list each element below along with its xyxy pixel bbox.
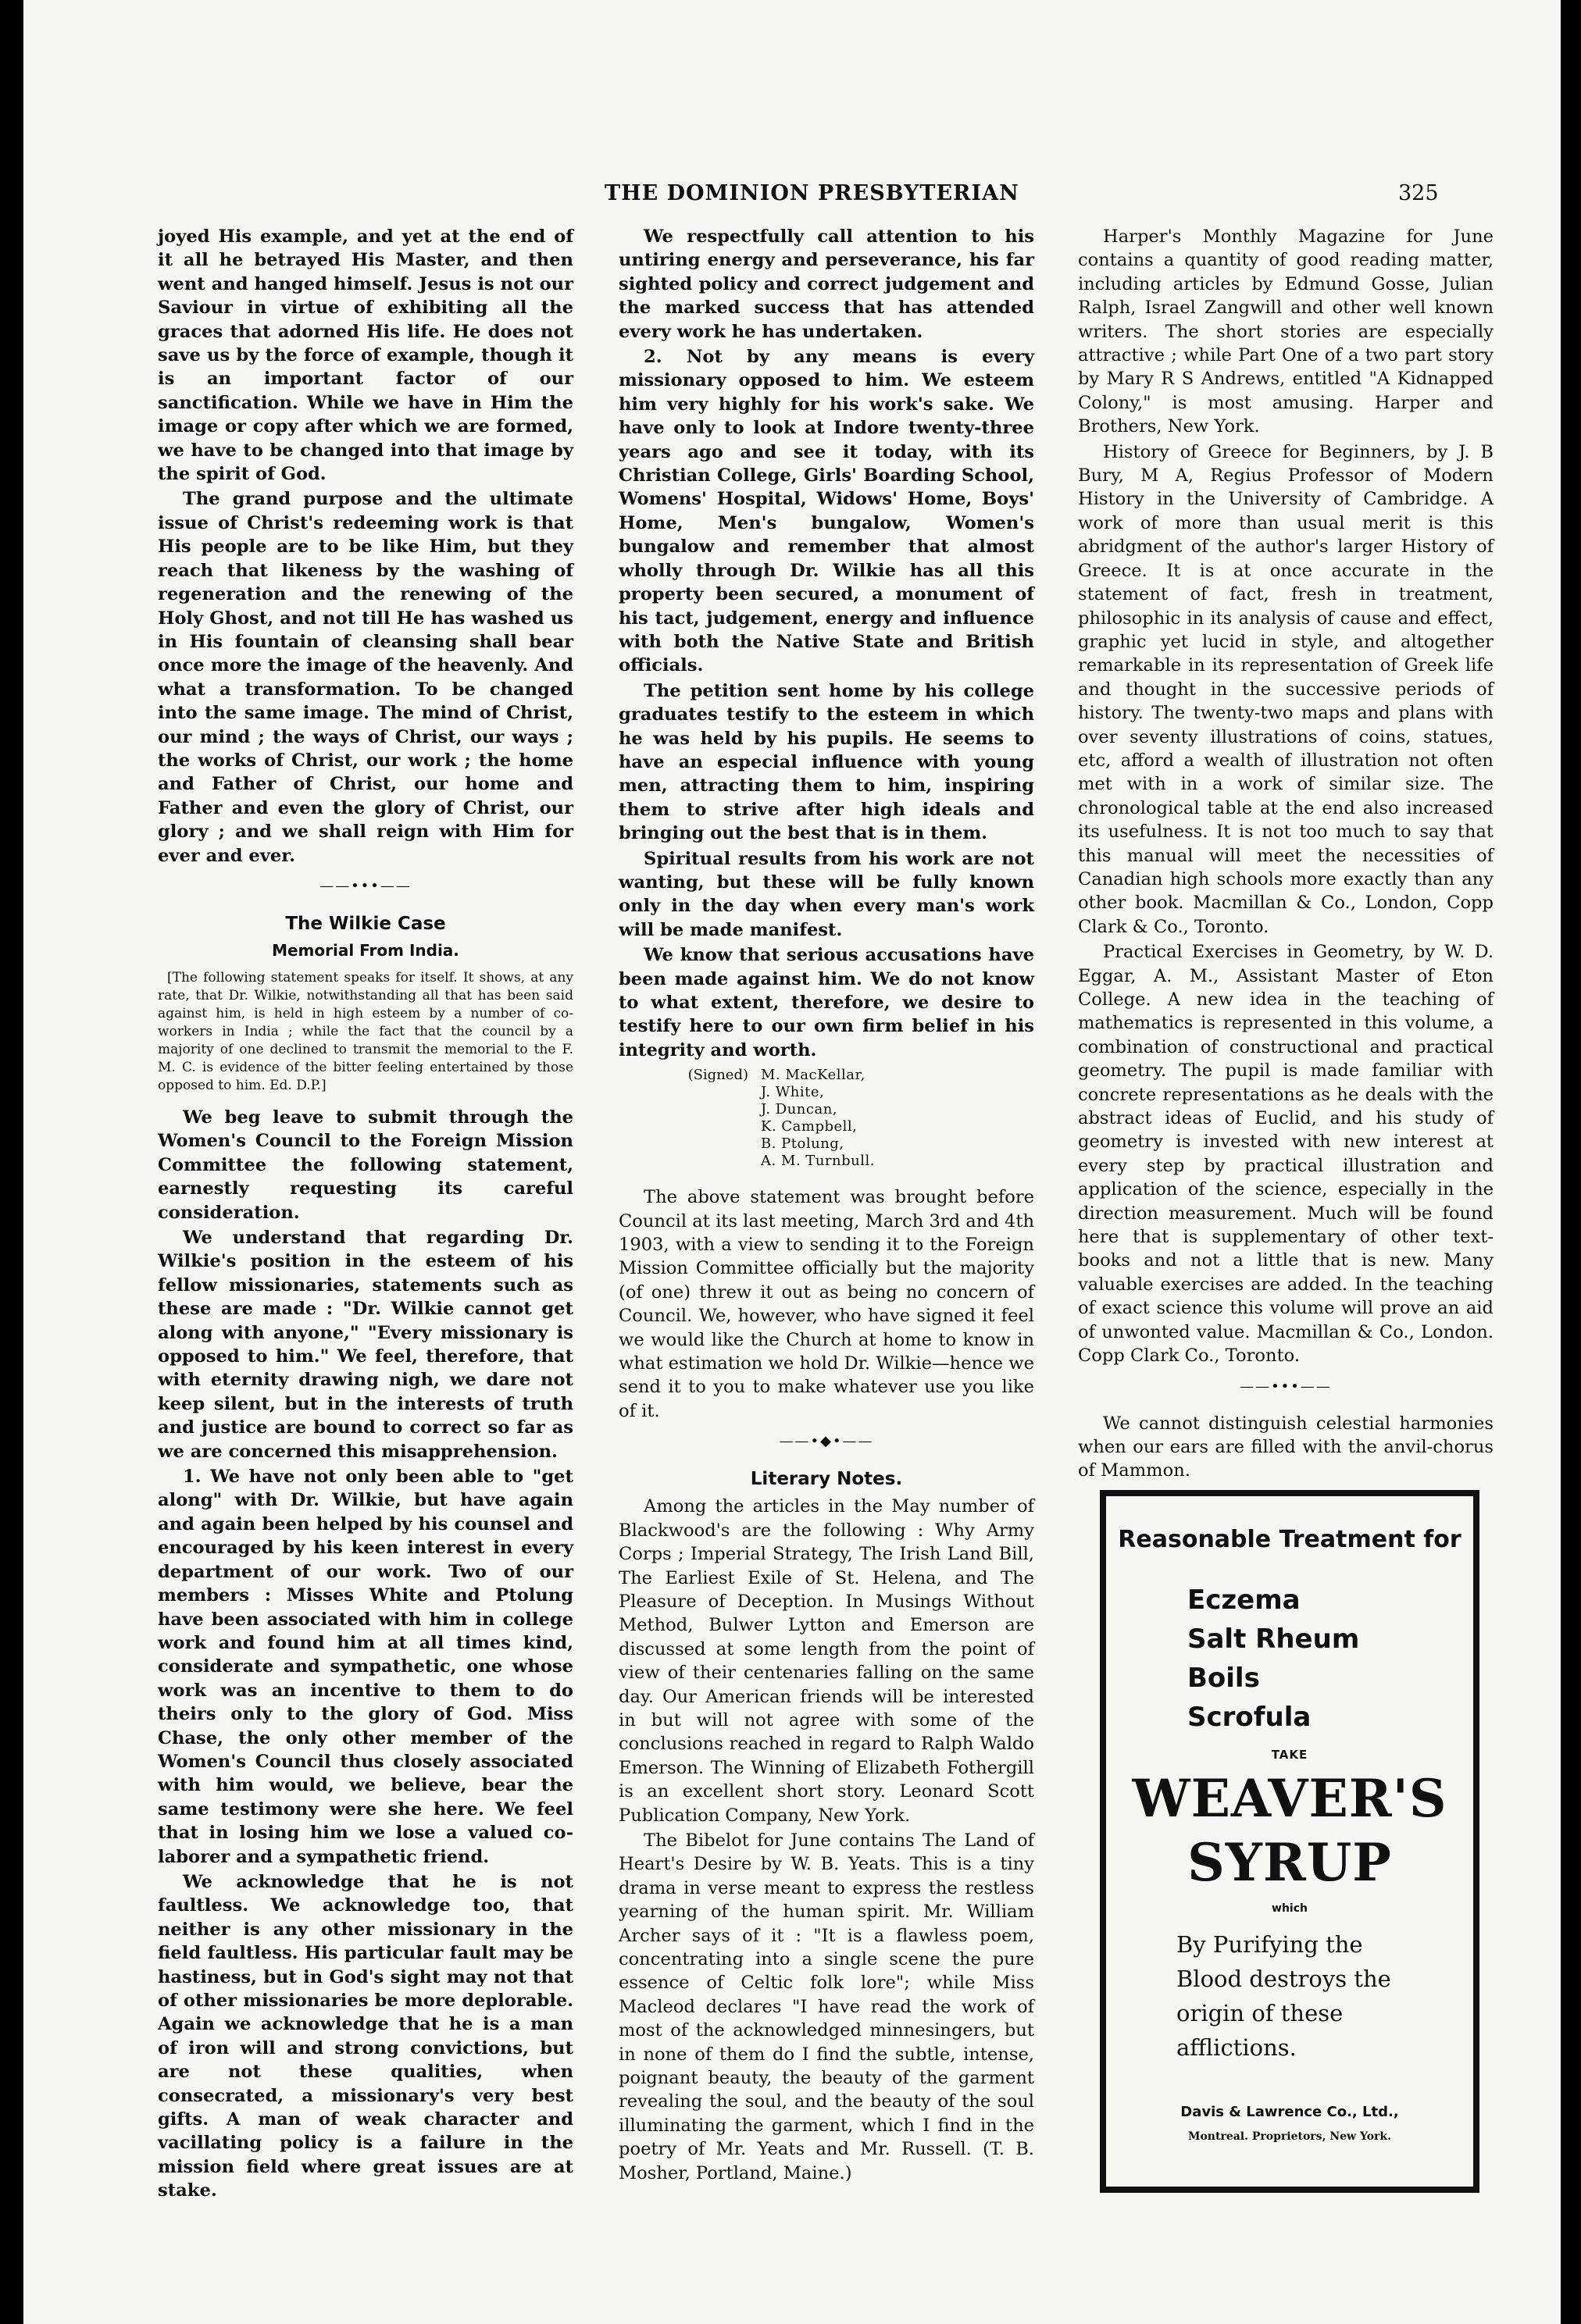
literary-notes-heading: Literary Notes.	[750, 1469, 903, 1490]
column-3	[1078, 225, 1494, 1485]
article-paragraph: History of Greece for Beginners, by J. B Bury, M A, Regius Professor of Modern History in the University of Cambridge. A work of more than usual merit is this abridgment of the author's larger History of Greece. It is at once accurate in the statement of fact, fresh in treatment, philosophic in its analysis of cause and effect, graphic yet lucid in style, and altogether remarkable in its representation of Greek life and thought in the successive periods of history. The twenty-two maps and plans with over seventy illustrations of coins, statues, etc, afford a wealth of illustration not often met with in a work of similar size. The chronological table at the end also increased its usefulness. It is not too much to say that this manual will meet the necessities of Canadian high schools more exactly than any other book. Macmillan & Co., London, Copp Clark & Co., Toronto.	[1078, 441, 1494, 937]
page-number: 325	[1398, 181, 1439, 205]
ad-take-label: TAKE	[1271, 1748, 1308, 1762]
ad-brand-name: WEAVER'S	[1132, 1768, 1447, 1829]
ad-ailment-list	[1187, 1581, 1359, 1737]
section-separator: ——•••——	[1240, 1378, 1332, 1395]
ad-ailment: Scrofula	[1187, 1702, 1312, 1733]
article-paragraph: We cannot distinguish celestial harmonies when our ears are filled with the anvil-chorus of Mammon.	[1078, 1413, 1494, 1481]
signatory-list	[761, 1067, 875, 1170]
article-paragraph: Among the articles in the May number of Blackwood's are the following : Why Army Corps ; Imperial Strategy, The Irish Land Bill, The Earliest Exile of St. Helena, and The Pleasure of Deception. In Musings Without Method, Bulwer Lytton and Emerson are discussed at some length from the point of view of their centenaries falling on the same day. Our American friends will be interested in but will not agree with some of the conclusions reached in regard to Ralph Waldo Emerson. The Winning of Elizabeth Fothergill is an excellent short story. Leonard Scott Publication Company, New York.	[619, 1496, 1034, 1826]
column-1	[158, 225, 573, 2205]
ad-which-label: which	[1272, 1902, 1308, 1915]
article-paragraph: We know that serious accusations have been made against him. We do not know to what extent, therefore, we desire to testify here to our own firm belief in his integrity and worth.	[619, 945, 1034, 1060]
signatory-name: J. Duncan,	[761, 1101, 838, 1118]
signatory-name: J. White,	[761, 1084, 825, 1101]
article-paragraph: Spiritual results from his work are not wanting, but these will be fully known only in the day when every man's work will be made manifest.	[619, 848, 1034, 940]
article-paragraph: 2. Not by any means is every missionary opposed to him. We esteem him very highly for his work's sake. We have only to look at Indore twenty-three years ago and see it today, with its Christian College, Girls' Boarding School, Womens' Hospital, Widows' Home, Boys' Home, Men's bungalow, Women's bungalow and remember that almost wholly through Dr. Wilkie has all this property been secured, a monument of his tact, judgement, energy and influence with both the Native State and British officials.	[619, 347, 1034, 676]
article-paragraph: Practical Exercises in Geometry, by W. D. Eggar, A. M., Assistant Master of Eton College. A new idea in the teaching of mathematics is represented in this volume, a combination of constructional and practical geometry. The pupil is made familiar with concrete representations as he deals with the abstract ideas of Euclid, and his study of geometry is invested with new interest at every step by practical illustration and application of the science, especially in the direction measurement. Much will be found here that is supplementary of other text-books and not a little that is new. Many valuable exercises are added. In the teaching of exact science this volume will prove an aid of unwonted value. Macmillan & Co., London. Copp Clark Co., Toronto.	[1078, 942, 1494, 1367]
ad-brand-name-line2: SYRUP	[1187, 1832, 1392, 1893]
editor-note: [The following statement speaks for itself. It shows, at any rate, that Dr. Wilkie, notwithstanding all that has been said against him, is held in high esteem by a number of co-workers in India ; while the fact that the council by a majority of one declined to transmit the memorial to the F. M. C. is evidence of the bitter feeling entertained by those opposed to him. Ed. D.P.]	[158, 969, 573, 1093]
article-paragraph: We beg leave to submit through the Women's Council to the Foreign Mission Committee the following statement, earnestly requesting its careful consideration.	[158, 1107, 573, 1223]
journal-title: THE DOMINION PRESBYTERIAN	[605, 181, 1019, 205]
article-heading: The Wilkie Case	[285, 913, 446, 934]
article-paragraph: We respectfully call attention to his untiring energy and perseverance, his far sighted policy and correct judgement and the marked success that has attended every work he has undertaken.	[619, 226, 1034, 342]
weavers-syrup-advertisement	[1100, 1490, 1479, 2193]
signed-label: (Signed)	[687, 1067, 748, 1084]
ad-company: Davis & Lawrence Co., Ltd.,	[1180, 2104, 1399, 2120]
ad-description: By Purifying the Blood destroys the origin of these afflictions.	[1176, 1931, 1391, 2061]
ad-headline: Reasonable Treatment for	[1118, 1526, 1461, 1553]
article-paragraph: The grand purpose and the ultimate issue of Christ's redeeming work is that His people are to be like Him, but they reach that likeness by the washing of regeneration and the renewing of the Holy Ghost, and not till He has washed us in His fountain of cleansing shall bear once more the image of the heavenly. And what a transformation. To be changed into the same image. The mind of Christ, our mind ; the ways of Christ, our ways ; the works of Christ, our work ; the home and Father of Christ, our home and Father and even the glory of Christ, our glory ; and we shall reign with Him for ever and ever.	[158, 489, 573, 866]
section-separator: ——•••——	[319, 877, 412, 894]
article-paragraph: 1. We have not only been able to "get along" with Dr. Wilkie, but have again and again been helped by his counsel and encouraged by his keen interest in every department of our work. Two of our members : Misses White and Ptolung have been associated with him in college work and found him at all times kind, considerate and sympathetic, one whose work was an incentive to them to do theirs only to the glory of God. Miss Chase, the only other member of the Women's Council thus closely associated with him would, we believe, bear the same testimony were she here. We feel that in losing him we lose a valued co-laborer and a sympathetic friend.	[158, 1467, 573, 1867]
section-separator: ——•◆•——	[779, 1433, 874, 1450]
ad-ailment: Boils	[1187, 1663, 1260, 1694]
article-paragraph: The petition sent home by his college graduates testify to the esteem in which he was held by his pupils. He seems to have an especial influence with young men, attracting them to him, inspiring them to strive after high ideals and bringing out the best that is in them.	[619, 680, 1034, 844]
signatory-name: B. Ptolung,	[761, 1135, 844, 1153]
article-paragraph: Harper's Monthly Magazine for June contains a quantity of good reading matter, including articles by Edmund Gosse, Julian Ralph, Israel Zangwill and other well known writers. The short stories are especially attractive ; while Part One of a two part story by Mary R S Andrews, entitled "A Kidnapped Colony," is most amusing. Harper and Brothers, New York.	[1078, 226, 1494, 437]
article-paragraph: The Bibelot for June contains The Land of Heart's Desire by W. B. Yeats. This is a tiny drama in verse meant to express the restless yearning of the human spirit. Mr. William Archer says of it : "It is a flawless poem, concentrating into a single scene the pure essence of Celtic folk lore"; while Miss Macleod declares "I have read the work of most of the acknowledged minnesingers, but in none of them do I find the subtle, intense, poignant beauty, the beauty of the garment revealing the soul, and the beauty of the soul illuminating the garment, which I find in the poetry of Mr. Yeats and Mr. Russell. (T. B. Mosher, Portland, Maine.)	[619, 1830, 1034, 2183]
signature-block	[619, 1067, 1034, 1170]
article-paragraph: joyed His example, and yet at the end of it all he betrayed His Master, and then went and hanged himself. Jesus is not our Saviour in virtue of exhibiting all the graces that adorned His life. He does not save us by the force of example, though it is an important factor of our sanctification. While we have in Him the image or copy after which we are formed, we have to be changed into that image by the spirit of God.	[158, 226, 573, 485]
signatory-name: A. M. Turnbull.	[761, 1153, 875, 1170]
signatory-name: M. MacKellar,	[761, 1067, 865, 1084]
article-paragraph: We acknowledge that he is not faultless. We acknowledge too, that neither is any other missionary in the field faultless. His particular fault may be hastiness, but in God's sight may not that of other missionaries be more deplorable. Again we acknowledge that he is a man of iron will and strong convictions, but are not these qualities, when consecrated, a missionary's very best gifts. A man of weak character and vacillating policy is a failure in the mission field where great issues are at stake.	[158, 1871, 573, 2201]
ad-ailment: Salt Rheum	[1187, 1624, 1360, 1655]
newspaper-page	[23, 0, 1561, 2324]
article-paragraph: We understand that regarding Dr. Wilkie's position in the esteem of his fellow missionaries, statements such as these are made : "Dr. Wilkie cannot get along with anyone," "Every missionary is opposed to him." We feel, therefore, that with eternity drawing nigh, we dare not keep silent, but in the interests of truth and justice are bound to correct so far as we are concerned this misapprehension.	[158, 1228, 573, 1462]
article-subheading: Memorial From India.	[272, 940, 459, 960]
article-paragraph: The above statement was brought before Council at its last meeting, March 3rd and 4th 1903, with a view to sending it to the Foreign Mission Committee officially but the majority (of one) threw it out as being no concern of Council. We, however, who have signed it feel we would like the Church at home to know in what estimation we hold Dr. Wilkie—hence we send it to you to make whatever use you like of it.	[619, 1187, 1034, 1421]
signatory-name: K. Campbell,	[761, 1118, 858, 1135]
ad-ailment: Eczema	[1187, 1584, 1301, 1616]
ad-address: Montreal. Proprietors, New York.	[1187, 2130, 1392, 2143]
page-header	[23, 181, 1561, 212]
column-2	[619, 225, 1034, 2187]
